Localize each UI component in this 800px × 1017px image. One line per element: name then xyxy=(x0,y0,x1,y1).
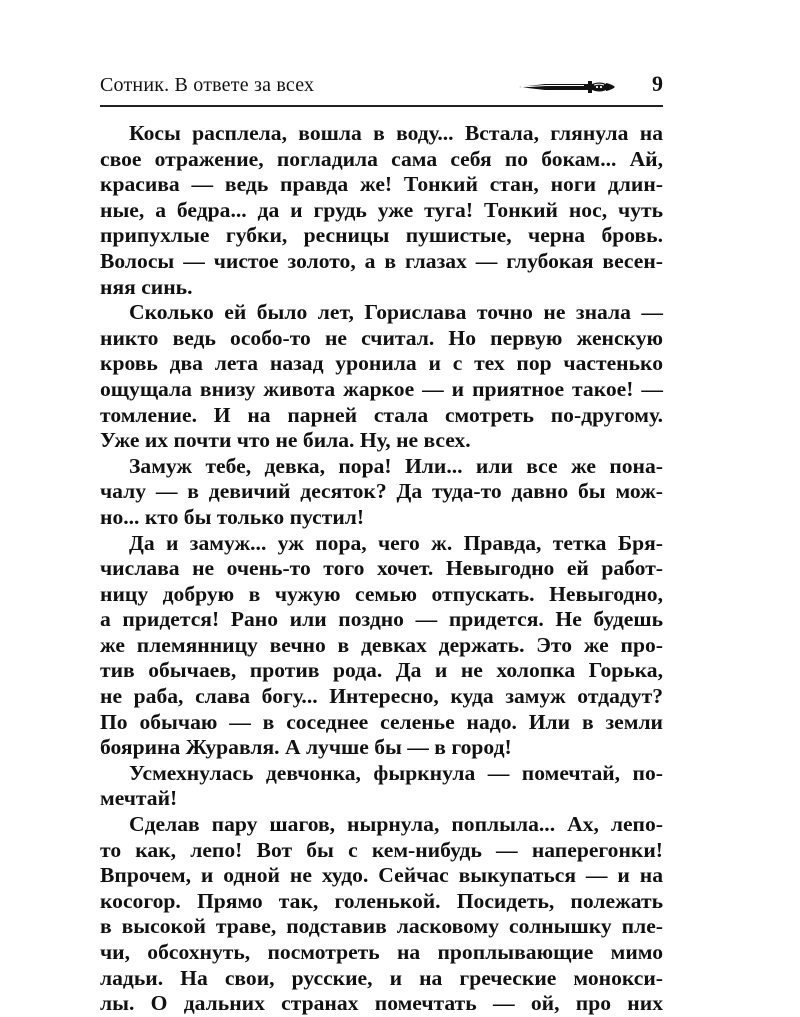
text-line: Замуж тебе, девка, пора! Или... или все же пона- xyxy=(129,453,663,478)
text-line: никто ведь особо-то не считал. Но первую женскую xyxy=(100,325,663,350)
text-line: томление. И на парней стала смотреть по-другому. xyxy=(100,402,663,427)
text-line: Сколько ей было лет, Горислава точно не знала — xyxy=(129,300,663,325)
header-divider xyxy=(100,105,663,107)
text-line: тив обычаев, против рода. Да и не холопка Горька, xyxy=(100,658,663,683)
text-line: красива — ведь правда же! Тонкий стан, ноги длин- xyxy=(100,172,663,197)
text-line: чи, обсохнуть, посмотреть на проплывающие мимо xyxy=(100,940,663,964)
text-line: же племянницу вечно в девках держать. Это же про- xyxy=(100,632,663,657)
text-line: няя синь. xyxy=(100,274,193,299)
text-line: По обычаю — в соседнее селенье надо. Или в земли xyxy=(100,709,663,734)
text-line: свое отражение, погладила сама себя по бокам... Ай, xyxy=(100,146,663,171)
text-line: а придется! Рано или поздно — придется. Не будешь xyxy=(100,607,663,632)
text-line: ощущала внизу живота жаркое — и приятное такое! — xyxy=(100,376,663,401)
text-line: Да и замуж... уж пора, чего ж. Правда, тетка Бря- xyxy=(129,530,663,555)
sword-ornament-icon xyxy=(518,79,616,95)
text-line: то как, лепо! Вот бы с кем-нибудь — наперегонки! xyxy=(100,837,663,862)
text-line: Косы расплела, вошла в воду... Встала, глянула на xyxy=(129,121,663,145)
text-line: лы. О дальних странах помечтать — ой, про них xyxy=(100,991,663,1016)
text-line: косогор. Прямо так, голенькой. Посидеть, полежать xyxy=(100,888,663,913)
page-text xyxy=(100,121,663,1017)
text-line: припухлые губки, ресницы пушистые, черна бровь. xyxy=(100,223,663,248)
page-number: 9 xyxy=(652,71,663,96)
text-line: Сделав пару шагов, нырнула, поплыла... Ах, лепо- xyxy=(129,812,663,837)
text-line: ницу добрую в чужую семью отпускать. Невыгодно, xyxy=(100,581,663,606)
book-page xyxy=(100,70,663,1016)
text-line: числава не очень-то того хочет. Невыгодно ей работ- xyxy=(100,556,663,581)
text-line: чалу — в девичий десяток? Да туда-то давно бы мож- xyxy=(100,479,663,504)
text-line: мечтай! xyxy=(100,786,178,811)
text-line: боярина Журавля. А лучше бы — в город! xyxy=(100,735,512,760)
running-head xyxy=(100,70,663,104)
running-title: Сотник. В ответе за всех xyxy=(100,74,315,96)
text-line: ладьи. На свои, русские, и на греческие монокси- xyxy=(100,965,663,990)
text-line: в высокой траве, подставив ласковому солнышку пле- xyxy=(100,914,663,939)
text-line: не раба, слава богу... Интересно, куда замуж отдадут? xyxy=(100,684,663,709)
text-line: но... кто бы только пустил! xyxy=(100,504,365,529)
text-line: кровь два лета назад уронила и с тех пор частенько xyxy=(100,351,663,376)
text-line: Впрочем, и одной не худо. Сейчас выкупаться — и на xyxy=(100,863,663,888)
text-line: Волосы — чистое золото, а в глазах — глубокая весен- xyxy=(100,248,663,273)
text-line: ные, а бедра... да и грудь уже туга! Тонкий нос, чуть xyxy=(100,197,663,222)
text-line: Уже их почти что не била. Ну, не всех. xyxy=(100,428,471,453)
text-line: Усмехнулась девчонка, фыркнула — помечтай, по- xyxy=(129,760,663,785)
